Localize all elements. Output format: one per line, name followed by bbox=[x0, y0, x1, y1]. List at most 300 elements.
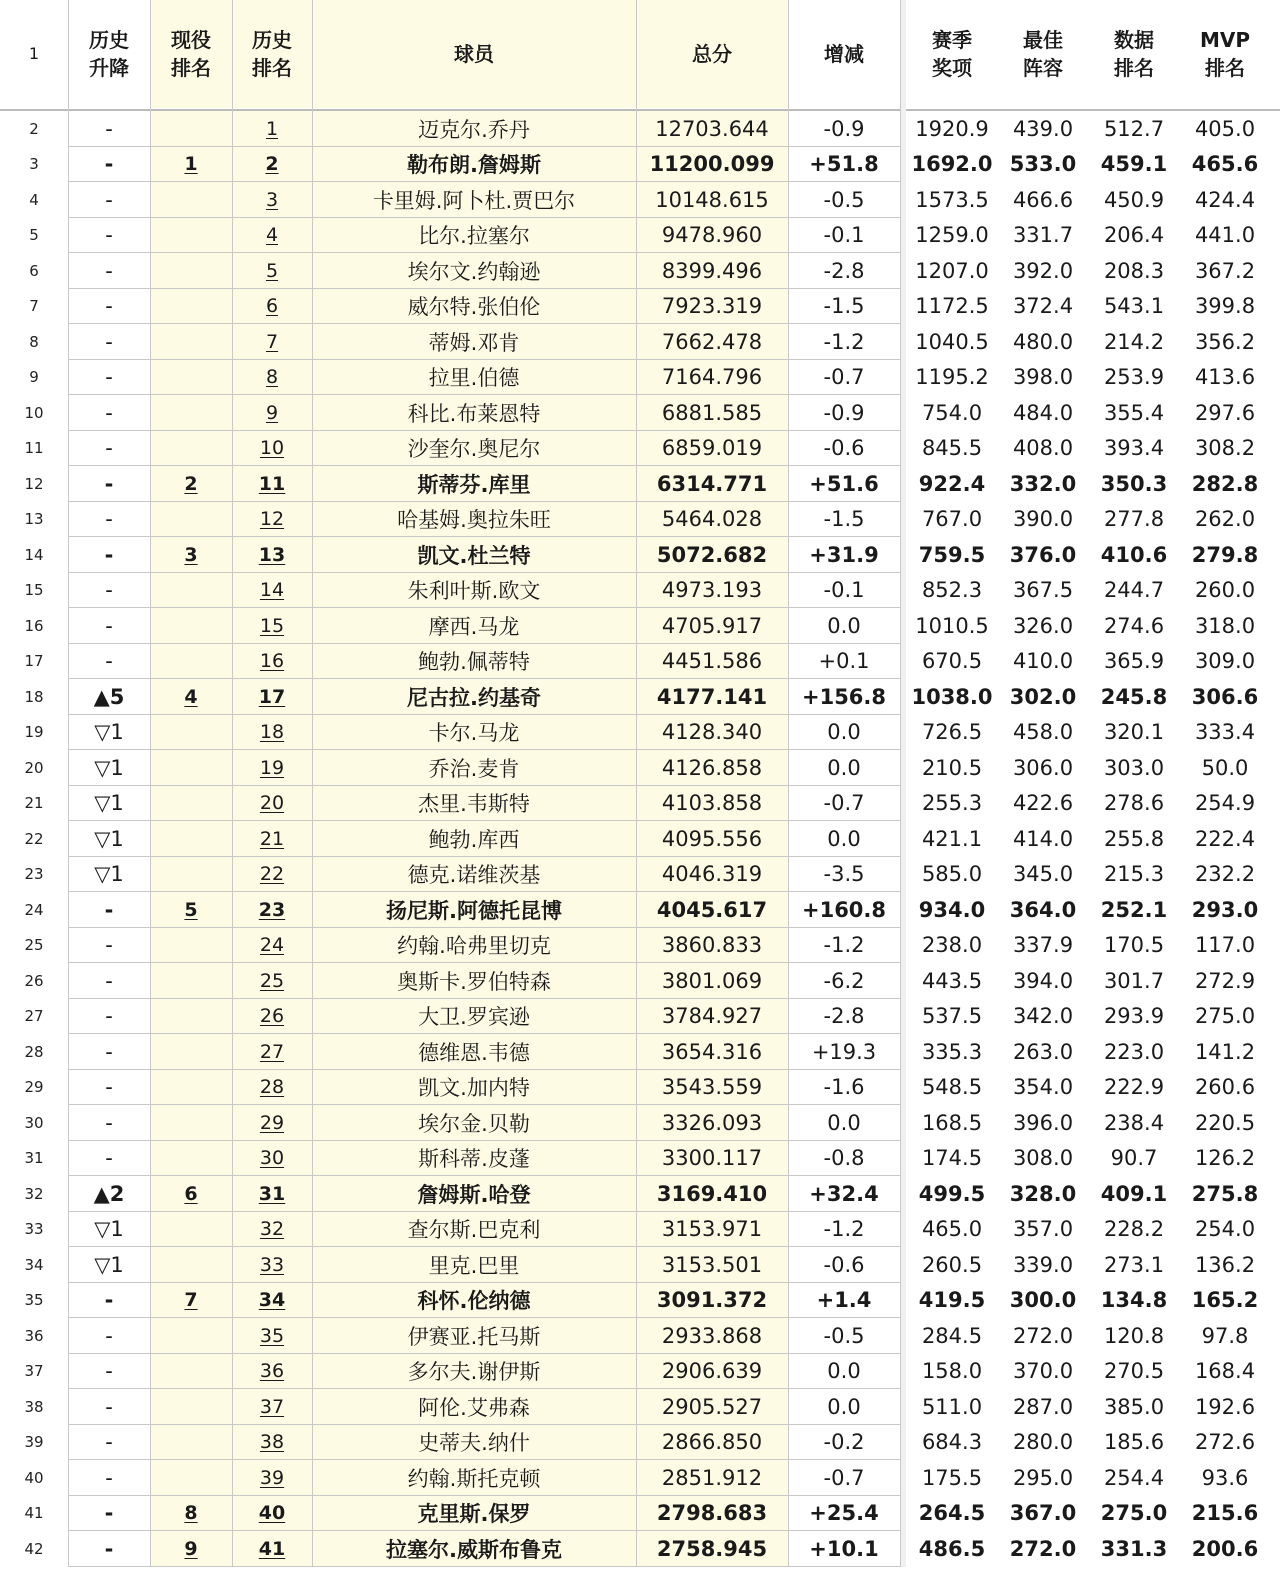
cell-stats: 253.9 bbox=[1103, 365, 1165, 390]
cell-total: 3153.971 bbox=[636, 1212, 788, 1248]
cell-total: 2798.683 bbox=[636, 1496, 788, 1532]
cell-delta: -0.9 bbox=[823, 116, 865, 141]
cell-change: - bbox=[105, 1075, 113, 1100]
cell-name: 詹姆斯.哈登 bbox=[312, 1176, 636, 1212]
cell-hist: 5 bbox=[232, 253, 312, 289]
cell-awards: 419.5 bbox=[918, 1288, 986, 1313]
cell-name: 摩西.马龙 bbox=[312, 608, 636, 644]
cell-hist: 16 bbox=[232, 644, 312, 680]
cell-stats: 170.5 bbox=[1103, 933, 1165, 958]
cell-active bbox=[150, 182, 232, 218]
column-divider bbox=[636, 0, 637, 1567]
cell-delta: -0.1 bbox=[823, 223, 865, 248]
cell-mvp: 308.2 bbox=[1194, 436, 1256, 461]
cell-mvp: 260.6 bbox=[1194, 1075, 1256, 1100]
cell-team: 410.0 bbox=[1012, 649, 1074, 674]
cell-name: 卡里姆.阿卜杜.贾巴尔 bbox=[312, 182, 636, 218]
header-line: 数据 bbox=[1114, 28, 1154, 52]
cell-n: 31 bbox=[24, 1149, 44, 1168]
cell-team: 337.9 bbox=[1012, 933, 1074, 958]
cell-awards: 158.0 bbox=[921, 1359, 983, 1384]
cell-name: 勒布朗.詹姆斯 bbox=[312, 147, 636, 183]
cell-active: 7 bbox=[150, 1283, 232, 1319]
cell-n: 13 bbox=[24, 510, 44, 529]
cell-change: - bbox=[104, 1536, 114, 1561]
cell-active bbox=[150, 111, 232, 147]
cell-active bbox=[150, 324, 232, 360]
cell-delta: -1.5 bbox=[823, 507, 865, 532]
cell-awards: 486.5 bbox=[918, 1536, 986, 1561]
cell-n: 6 bbox=[29, 261, 39, 280]
cell-awards: 284.5 bbox=[921, 1323, 983, 1348]
cell-stats: 301.7 bbox=[1103, 968, 1165, 993]
cell-hist: 11 bbox=[232, 466, 312, 502]
cell-n: 22 bbox=[24, 829, 44, 848]
cell-active bbox=[150, 608, 232, 644]
cell-team: 342.0 bbox=[1012, 1004, 1074, 1029]
cell-name: 尼古拉.约基奇 bbox=[312, 679, 636, 715]
cell-mvp: 200.6 bbox=[1191, 1536, 1259, 1561]
cell-change: - bbox=[105, 1394, 113, 1419]
cell-hist: 23 bbox=[232, 892, 312, 928]
cell-hist: 14 bbox=[232, 573, 312, 609]
cell-change: - bbox=[105, 613, 113, 638]
cell-stats: 244.7 bbox=[1103, 578, 1165, 603]
cell-change: - bbox=[105, 507, 113, 532]
header-rownum bbox=[0, 0, 68, 108]
cell-n: 35 bbox=[24, 1291, 44, 1310]
cell-mvp: 165.2 bbox=[1191, 1288, 1259, 1313]
cell-team: 367.0 bbox=[1009, 1501, 1077, 1526]
cell-change: - bbox=[105, 223, 113, 248]
cell-total: 8399.496 bbox=[636, 253, 788, 289]
cell-name: 里克.巴里 bbox=[312, 1247, 636, 1283]
cell-name: 迈克尔.乔丹 bbox=[312, 111, 636, 147]
cell-hist: 13 bbox=[232, 537, 312, 573]
cell-team: 326.0 bbox=[1012, 613, 1074, 638]
cell-stats: 185.6 bbox=[1103, 1430, 1165, 1455]
cell-team: 332.0 bbox=[1009, 471, 1077, 496]
cell-active bbox=[150, 1141, 232, 1177]
cell-name: 埃尔文.约翰逊 bbox=[312, 253, 636, 289]
cell-name: 凯文.杜兰特 bbox=[312, 537, 636, 573]
cell-change: - bbox=[105, 1465, 113, 1490]
cell-team: 480.0 bbox=[1012, 329, 1074, 354]
cell-delta: +31.9 bbox=[809, 542, 879, 567]
cell-stats: 303.0 bbox=[1103, 755, 1165, 780]
cell-awards: 1259.0 bbox=[915, 223, 989, 248]
cell-mvp: 279.8 bbox=[1191, 542, 1259, 567]
header-text: 总分 bbox=[692, 42, 732, 66]
cell-total: 9478.960 bbox=[636, 218, 788, 254]
cell-change: - bbox=[105, 400, 113, 425]
cell-active bbox=[150, 502, 232, 538]
cell-n: 21 bbox=[24, 794, 44, 813]
cell-n: 37 bbox=[24, 1362, 44, 1381]
cell-change: - bbox=[105, 1146, 113, 1171]
cell-mvp: 297.6 bbox=[1194, 400, 1256, 425]
cell-delta: -1.6 bbox=[823, 1075, 865, 1100]
cell-n: 38 bbox=[24, 1397, 44, 1416]
cell-team: 300.0 bbox=[1009, 1288, 1077, 1313]
cell-total: 3153.501 bbox=[636, 1247, 788, 1283]
cell-hist: 4 bbox=[232, 218, 312, 254]
cell-mvp: 126.2 bbox=[1194, 1146, 1256, 1171]
cell-mvp: 309.0 bbox=[1194, 649, 1256, 674]
cell-active: 9 bbox=[150, 1531, 232, 1567]
header-text: 增减 bbox=[824, 42, 864, 66]
cell-change: ▲2 bbox=[93, 1181, 125, 1206]
cell-n: 27 bbox=[24, 1007, 44, 1026]
cell-change: - bbox=[105, 365, 113, 390]
cell-active bbox=[150, 1318, 232, 1354]
cell-total: 4095.556 bbox=[636, 821, 788, 857]
cell-awards: 548.5 bbox=[921, 1075, 983, 1100]
cell-team: 280.0 bbox=[1012, 1430, 1074, 1455]
cell-mvp: 254.9 bbox=[1194, 791, 1256, 816]
cell-hist: 12 bbox=[232, 502, 312, 538]
cell-name: 卡尔.马龙 bbox=[312, 715, 636, 751]
cell-total: 6859.019 bbox=[636, 431, 788, 467]
header-line: 排名 bbox=[252, 56, 292, 80]
cell-mvp: 441.0 bbox=[1194, 223, 1256, 248]
cell-mvp: 405.0 bbox=[1194, 116, 1256, 141]
cell-total: 7662.478 bbox=[636, 324, 788, 360]
cell-team: 466.6 bbox=[1012, 187, 1074, 212]
cell-stats: 90.7 bbox=[1110, 1146, 1158, 1171]
cell-team: 392.0 bbox=[1012, 258, 1074, 283]
header-line: 最佳 bbox=[1023, 28, 1063, 52]
cell-stats: 450.9 bbox=[1103, 187, 1165, 212]
cell-mvp: 399.8 bbox=[1194, 294, 1256, 319]
cell-team: 263.0 bbox=[1012, 1039, 1074, 1064]
header-stats-rank bbox=[1088, 0, 1180, 108]
header-line: 赛季 bbox=[932, 28, 972, 52]
cell-delta: -1.5 bbox=[823, 294, 865, 319]
cell-stats: 270.5 bbox=[1103, 1359, 1165, 1384]
cell-name: 拉塞尔.威斯布鲁克 bbox=[312, 1531, 636, 1567]
cell-active: 1 bbox=[150, 147, 232, 183]
cell-active bbox=[150, 218, 232, 254]
cell-change: - bbox=[105, 1323, 113, 1348]
cell-mvp: 254.0 bbox=[1194, 1217, 1256, 1242]
cell-team: 306.0 bbox=[1012, 755, 1074, 780]
cell-mvp: 282.8 bbox=[1191, 471, 1259, 496]
cell-awards: 684.3 bbox=[921, 1430, 983, 1455]
cell-delta: -0.1 bbox=[823, 578, 865, 603]
cell-awards: 174.5 bbox=[921, 1146, 983, 1171]
cell-total: 6314.771 bbox=[636, 466, 788, 502]
header-history-change bbox=[68, 0, 150, 108]
header-line: 排名 bbox=[1205, 56, 1245, 80]
cell-name: 德维恩.韦德 bbox=[312, 1034, 636, 1070]
cell-delta: -0.9 bbox=[823, 400, 865, 425]
cell-awards: 210.5 bbox=[921, 755, 983, 780]
cell-n: 3 bbox=[29, 155, 39, 174]
cell-active bbox=[150, 573, 232, 609]
cell-stats: 120.8 bbox=[1103, 1323, 1165, 1348]
cell-hist: 41 bbox=[232, 1531, 312, 1567]
cell-n: 8 bbox=[29, 332, 39, 351]
cell-awards: 767.0 bbox=[921, 507, 983, 532]
cell-hist: 29 bbox=[232, 1105, 312, 1141]
cell-awards: 1010.5 bbox=[915, 613, 989, 638]
cell-active bbox=[150, 289, 232, 325]
cell-awards: 754.0 bbox=[921, 400, 983, 425]
cell-change: - bbox=[104, 1501, 114, 1526]
cell-delta: +51.6 bbox=[809, 471, 879, 496]
cell-name: 大卫.罗宾逊 bbox=[312, 999, 636, 1035]
cell-hist: 33 bbox=[232, 1247, 312, 1283]
cell-stats: 512.7 bbox=[1103, 116, 1165, 141]
cell-team: 394.0 bbox=[1012, 968, 1074, 993]
cell-stats: 393.4 bbox=[1103, 436, 1165, 461]
cell-stats: 459.1 bbox=[1100, 152, 1168, 177]
cell-delta: 0.0 bbox=[827, 720, 861, 745]
cell-change: ▽1 bbox=[94, 1217, 124, 1242]
cell-awards: 934.0 bbox=[918, 897, 986, 922]
cell-change: - bbox=[105, 1004, 113, 1029]
cell-team: 328.0 bbox=[1009, 1181, 1077, 1206]
cell-name: 史蒂夫.纳什 bbox=[312, 1425, 636, 1461]
cell-awards: 845.5 bbox=[921, 436, 983, 461]
cell-stats: 255.8 bbox=[1103, 826, 1165, 851]
cell-active bbox=[150, 644, 232, 680]
cell-name: 鲍勃.佩蒂特 bbox=[312, 644, 636, 680]
cell-mvp: 318.0 bbox=[1194, 613, 1256, 638]
cell-stats: 273.1 bbox=[1103, 1252, 1165, 1277]
cell-name: 沙奎尔.奥尼尔 bbox=[312, 431, 636, 467]
cell-awards: 922.4 bbox=[918, 471, 986, 496]
header-history-rank bbox=[232, 0, 312, 108]
cell-name: 科比.布莱恩特 bbox=[312, 395, 636, 431]
cell-name: 伊赛亚.托马斯 bbox=[312, 1318, 636, 1354]
cell-active bbox=[150, 431, 232, 467]
cell-hist: 9 bbox=[232, 395, 312, 431]
cell-awards: 421.1 bbox=[921, 826, 983, 851]
header-line: 奖项 bbox=[932, 56, 972, 80]
cell-change: - bbox=[104, 471, 114, 496]
cell-active bbox=[150, 1212, 232, 1248]
cell-total: 3326.093 bbox=[636, 1105, 788, 1141]
cell-total: 4126.858 bbox=[636, 750, 788, 786]
cell-awards: 585.0 bbox=[921, 862, 983, 887]
cell-stats: 350.3 bbox=[1100, 471, 1168, 496]
cell-delta: 0.0 bbox=[827, 826, 861, 851]
cell-stats: 134.8 bbox=[1100, 1288, 1168, 1313]
cell-delta: -3.5 bbox=[823, 862, 865, 887]
column-divider bbox=[68, 0, 69, 1567]
cell-stats: 238.4 bbox=[1103, 1110, 1165, 1135]
cell-delta: +51.8 bbox=[809, 152, 879, 177]
cell-change: ▽1 bbox=[94, 791, 124, 816]
header-line: 历史 bbox=[89, 28, 129, 52]
cell-n: 14 bbox=[24, 545, 44, 564]
cell-n: 34 bbox=[24, 1255, 44, 1274]
cell-total: 7164.796 bbox=[636, 360, 788, 396]
header-active-rank bbox=[150, 0, 232, 108]
cell-awards: 537.5 bbox=[921, 1004, 983, 1029]
cell-active: 4 bbox=[150, 679, 232, 715]
cell-hist: 18 bbox=[232, 715, 312, 751]
cell-delta: 0.0 bbox=[827, 613, 861, 638]
cell-hist: 3 bbox=[232, 182, 312, 218]
cell-active bbox=[150, 715, 232, 751]
cell-hist: 8 bbox=[232, 360, 312, 396]
cell-active bbox=[150, 1034, 232, 1070]
cell-awards: 759.5 bbox=[918, 542, 986, 567]
cell-name: 杰里.韦斯特 bbox=[312, 786, 636, 822]
cell-mvp: 260.0 bbox=[1194, 578, 1256, 603]
cell-hist: 40 bbox=[232, 1496, 312, 1532]
cell-stats: 409.1 bbox=[1100, 1181, 1168, 1206]
cell-name: 斯蒂芬.库里 bbox=[312, 466, 636, 502]
cell-total: 4705.917 bbox=[636, 608, 788, 644]
cell-name: 拉里.伯德 bbox=[312, 360, 636, 396]
cell-active bbox=[150, 857, 232, 893]
cell-team: 533.0 bbox=[1009, 152, 1077, 177]
cell-n: 24 bbox=[24, 900, 44, 919]
cell-awards: 852.3 bbox=[921, 578, 983, 603]
cell-active bbox=[150, 928, 232, 964]
cell-change: - bbox=[105, 436, 113, 461]
cell-delta: -1.2 bbox=[823, 329, 865, 354]
cell-total: 3300.117 bbox=[636, 1141, 788, 1177]
cell-team: 422.6 bbox=[1012, 791, 1074, 816]
cell-mvp: 97.8 bbox=[1201, 1323, 1249, 1348]
cell-delta: +156.8 bbox=[801, 684, 887, 709]
cell-active bbox=[150, 750, 232, 786]
header-player bbox=[312, 0, 636, 108]
cell-mvp: 222.4 bbox=[1194, 826, 1256, 851]
cell-mvp: 168.4 bbox=[1194, 1359, 1256, 1384]
cell-team: 390.0 bbox=[1012, 507, 1074, 532]
cell-delta: +1.4 bbox=[816, 1288, 872, 1313]
cell-total: 11200.099 bbox=[636, 147, 788, 183]
cell-delta: 0.0 bbox=[827, 1110, 861, 1135]
cell-total: 10148.615 bbox=[636, 182, 788, 218]
cell-awards: 238.0 bbox=[921, 933, 983, 958]
cell-total: 4128.340 bbox=[636, 715, 788, 751]
header-total bbox=[636, 0, 788, 108]
cell-hist: 15 bbox=[232, 608, 312, 644]
cell-name: 查尔斯.巴克利 bbox=[312, 1212, 636, 1248]
cell-hist: 7 bbox=[232, 324, 312, 360]
cell-hist: 38 bbox=[232, 1425, 312, 1461]
cell-delta: -0.2 bbox=[823, 1430, 865, 1455]
cell-n: 9 bbox=[29, 368, 39, 387]
cell-n: 39 bbox=[24, 1433, 44, 1452]
cell-team: 398.0 bbox=[1012, 365, 1074, 390]
cell-stats: 223.0 bbox=[1103, 1039, 1165, 1064]
cell-stats: 215.3 bbox=[1103, 862, 1165, 887]
cell-awards: 1040.5 bbox=[915, 329, 989, 354]
cell-delta: +10.1 bbox=[809, 1536, 879, 1561]
header-line: 排名 bbox=[1114, 56, 1154, 80]
cell-active bbox=[150, 963, 232, 999]
header-best-team bbox=[998, 0, 1088, 108]
cell-n: 12 bbox=[24, 474, 44, 493]
cell-hist: 27 bbox=[232, 1034, 312, 1070]
cell-hist: 39 bbox=[232, 1460, 312, 1496]
cell-team: 302.0 bbox=[1009, 684, 1077, 709]
cell-delta: +32.4 bbox=[809, 1181, 879, 1206]
cell-n: 2 bbox=[29, 119, 39, 138]
cell-n: 30 bbox=[24, 1113, 44, 1132]
cell-stats: 222.9 bbox=[1103, 1075, 1165, 1100]
header-line: MVP bbox=[1199, 28, 1251, 52]
table-gap bbox=[901, 0, 906, 1567]
cell-delta: -2.8 bbox=[823, 1004, 865, 1029]
cell-change: - bbox=[105, 578, 113, 603]
header-delta bbox=[788, 0, 900, 108]
cell-awards: 1573.5 bbox=[915, 187, 989, 212]
cell-active bbox=[150, 1247, 232, 1283]
cell-mvp: 272.6 bbox=[1194, 1430, 1256, 1455]
cell-name: 科怀.伦纳德 bbox=[312, 1283, 636, 1319]
cell-total: 7923.319 bbox=[636, 289, 788, 325]
cell-awards: 260.5 bbox=[921, 1252, 983, 1277]
cell-awards: 1172.5 bbox=[915, 294, 989, 319]
cell-stats: 214.2 bbox=[1103, 329, 1165, 354]
cell-stats: 355.4 bbox=[1103, 400, 1165, 425]
cell-delta: +25.4 bbox=[809, 1501, 879, 1526]
cell-awards: 175.5 bbox=[921, 1465, 983, 1490]
cell-total: 6881.585 bbox=[636, 395, 788, 431]
cell-change: - bbox=[105, 258, 113, 283]
cell-total: 4451.586 bbox=[636, 644, 788, 680]
cell-delta: -0.5 bbox=[823, 1323, 865, 1348]
cell-team: 408.0 bbox=[1012, 436, 1074, 461]
cell-active: 6 bbox=[150, 1176, 232, 1212]
cell-hist: 28 bbox=[232, 1070, 312, 1106]
cell-hist: 6 bbox=[232, 289, 312, 325]
cell-team: 376.0 bbox=[1009, 542, 1077, 567]
cell-delta: 0.0 bbox=[827, 1394, 861, 1419]
cell-mvp: 306.6 bbox=[1191, 684, 1259, 709]
cell-stats: 208.3 bbox=[1103, 258, 1165, 283]
cell-delta: -1.2 bbox=[823, 933, 865, 958]
column-divider bbox=[232, 0, 233, 1567]
cell-hist: 20 bbox=[232, 786, 312, 822]
cell-active bbox=[150, 1070, 232, 1106]
cell-stats: 278.6 bbox=[1103, 791, 1165, 816]
cell-n: 18 bbox=[24, 687, 44, 706]
cell-n: 36 bbox=[24, 1326, 44, 1345]
cell-name: 德克.诺维茨基 bbox=[312, 857, 636, 893]
cell-hist: 10 bbox=[232, 431, 312, 467]
cell-active bbox=[150, 253, 232, 289]
cell-change: ▽1 bbox=[94, 1252, 124, 1277]
cell-mvp: 272.9 bbox=[1194, 968, 1256, 993]
cell-name: 凯文.加内特 bbox=[312, 1070, 636, 1106]
cell-name: 鲍勃.库西 bbox=[312, 821, 636, 857]
cell-name: 多尔夫.谢伊斯 bbox=[312, 1354, 636, 1390]
cell-mvp: 424.4 bbox=[1194, 187, 1256, 212]
cell-delta: -0.5 bbox=[823, 187, 865, 212]
cell-total: 4103.858 bbox=[636, 786, 788, 822]
cell-awards: 443.5 bbox=[921, 968, 983, 993]
cell-name: 埃尔金.贝勒 bbox=[312, 1105, 636, 1141]
cell-hist: 1 bbox=[232, 111, 312, 147]
cell-active: 2 bbox=[150, 466, 232, 502]
cell-n: 10 bbox=[24, 403, 44, 422]
cell-team: 367.5 bbox=[1012, 578, 1074, 603]
cell-stats: 293.9 bbox=[1103, 1004, 1165, 1029]
cell-mvp: 333.4 bbox=[1194, 720, 1256, 745]
cell-mvp: 117.0 bbox=[1194, 933, 1256, 958]
header-line: 升降 bbox=[89, 56, 129, 80]
